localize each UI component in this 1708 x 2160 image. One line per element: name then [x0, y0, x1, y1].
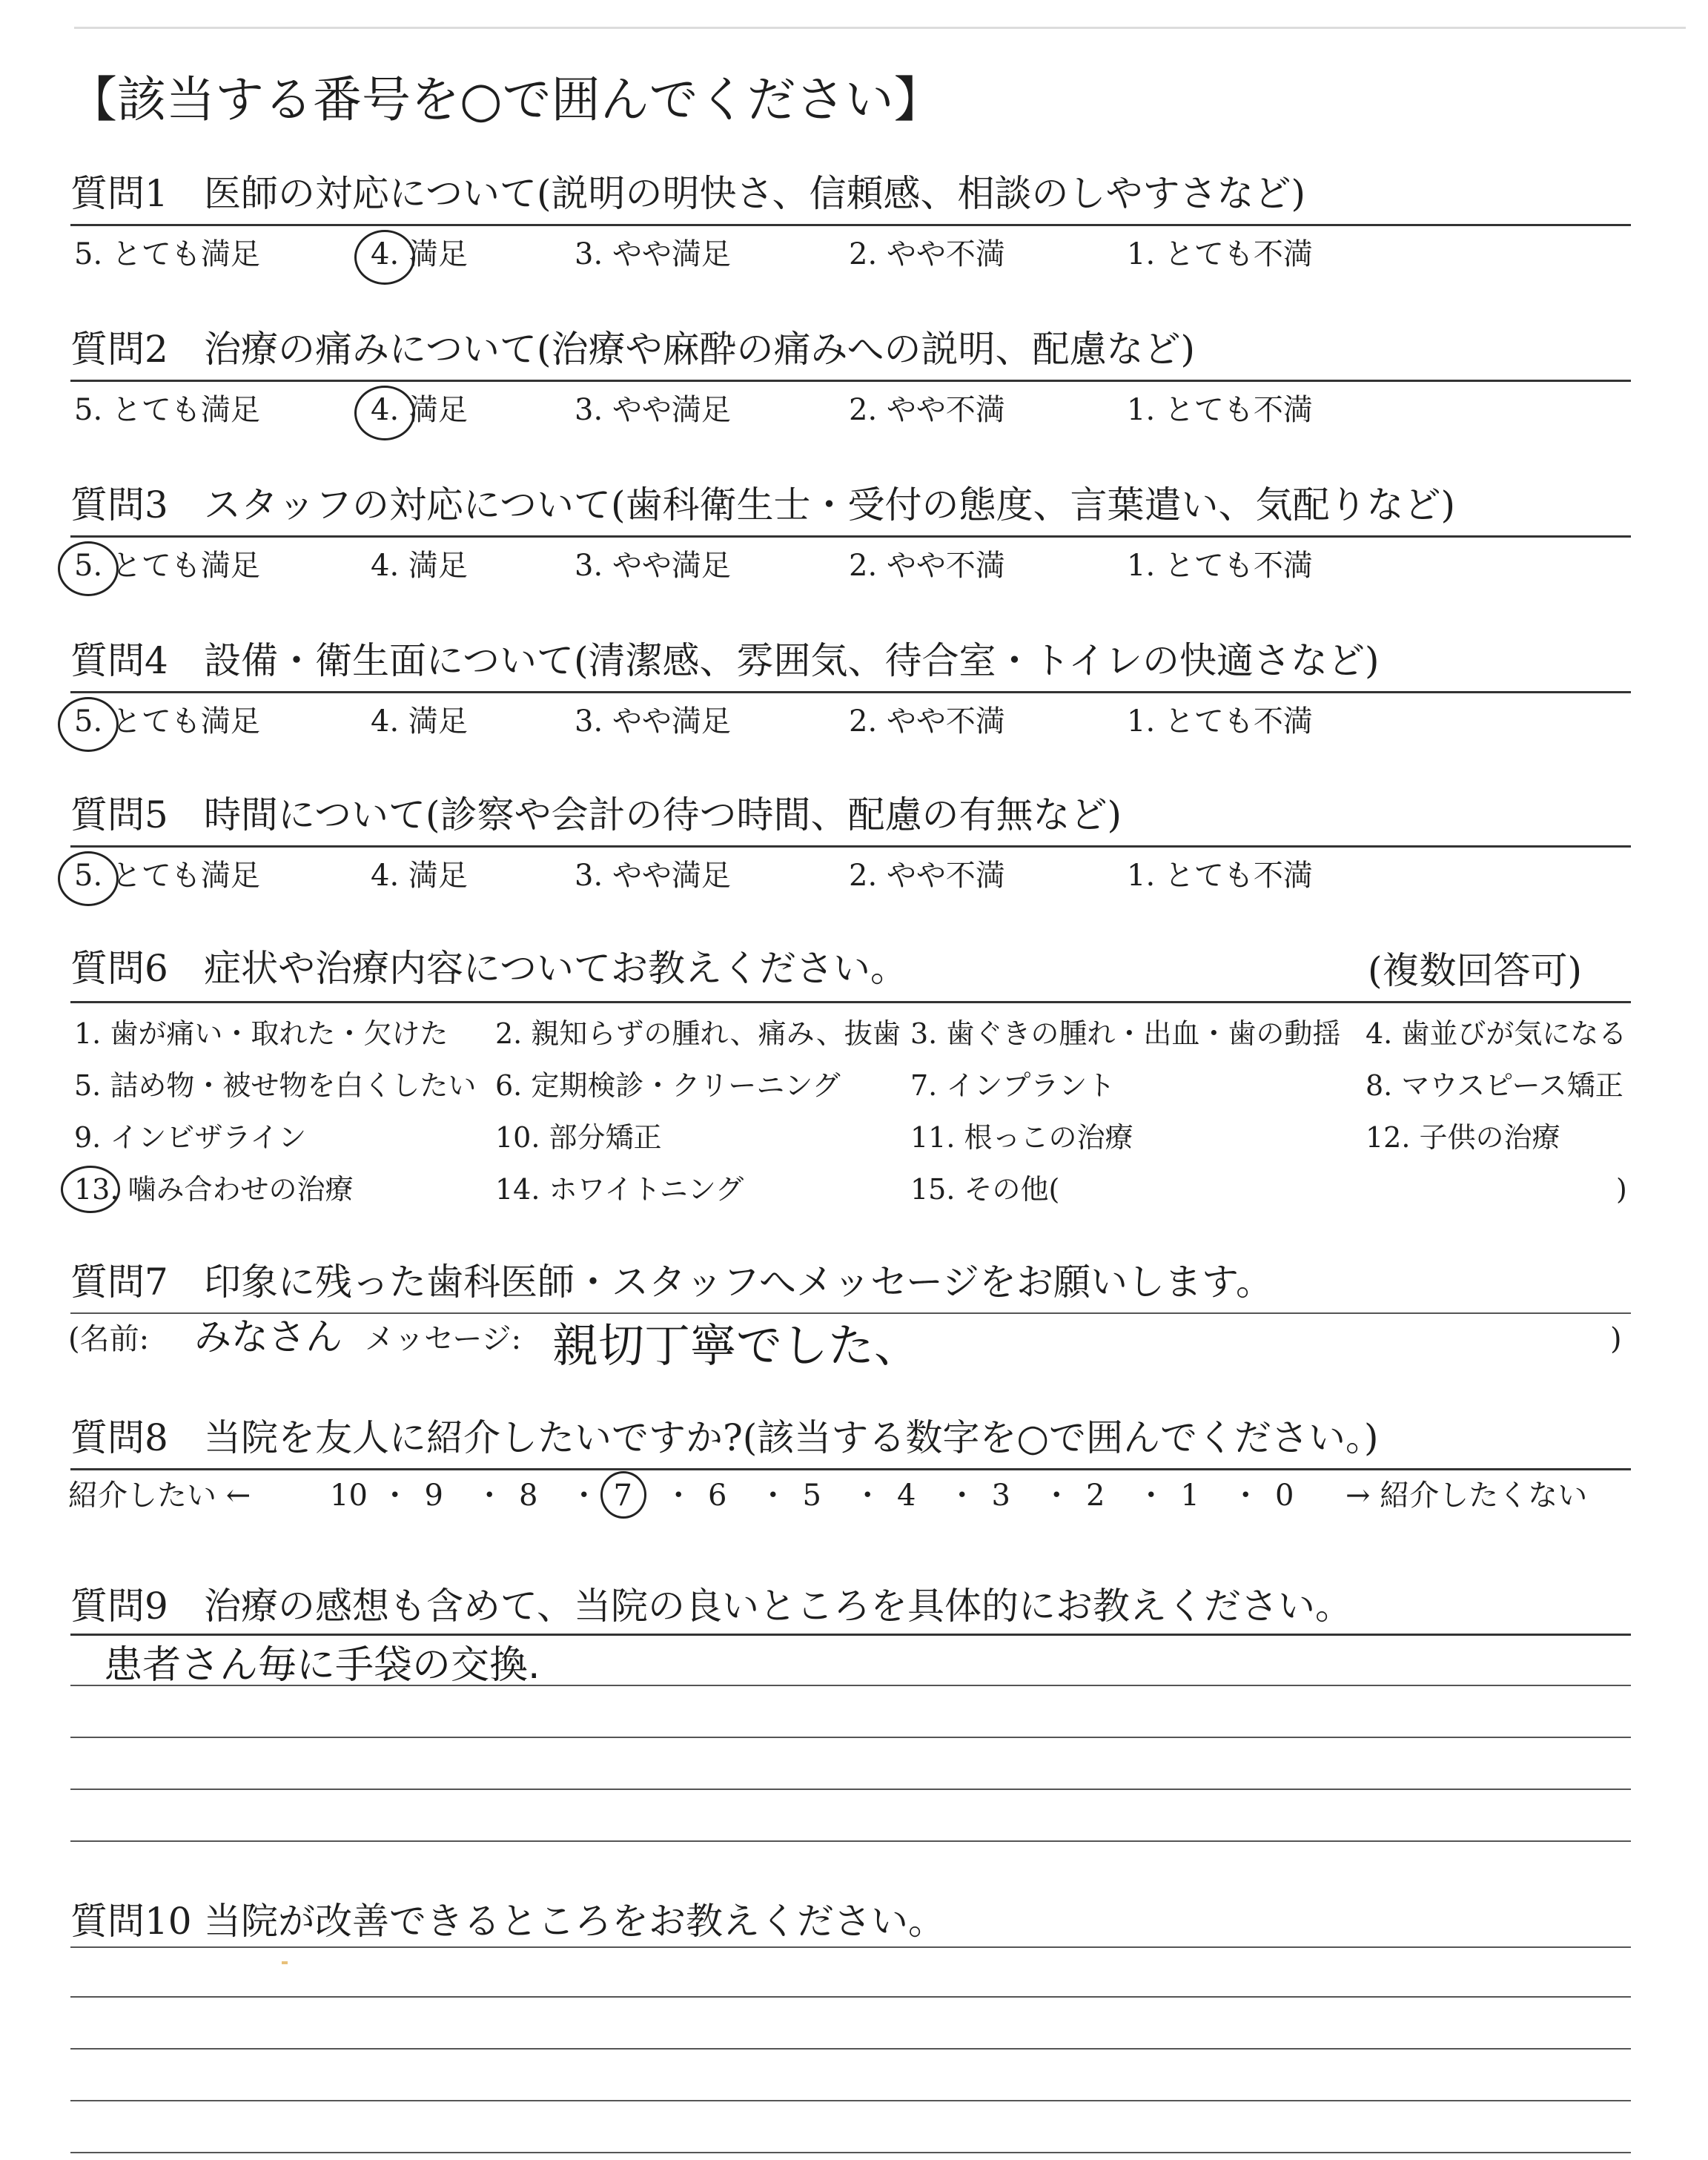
scale-value-8[interactable]: 8 — [519, 1479, 538, 1513]
rating-option-5[interactable]: 5. とても満足 — [74, 549, 260, 583]
selected-circle-mark — [61, 1166, 120, 1213]
page-title: 【該当する番号を○で囲んでください】 — [68, 71, 943, 128]
symptom-option-8[interactable]: 8. マウスピース矯正 — [1366, 1069, 1623, 1102]
question-title — [70, 171, 1306, 217]
question-text: 症状や治療内容についてお教えください。 — [204, 947, 907, 990]
selected-circle-mark — [58, 697, 119, 752]
scale-separator: ・ — [947, 1479, 977, 1513]
underline — [70, 535, 1631, 538]
rating-option-5[interactable]: 5. とても満足 — [74, 393, 260, 427]
rating-option-3[interactable]: 3. やや満足 — [575, 859, 731, 893]
rating-option-4[interactable]: 4. 満足 — [371, 859, 468, 893]
answer-line — [70, 1789, 1631, 1790]
underline — [70, 1634, 1631, 1636]
rating-option-1[interactable]: 1. とても不満 — [1127, 393, 1313, 427]
scale-value-1[interactable]: 1 — [1180, 1479, 1199, 1513]
scale-value-2[interactable]: 2 — [1086, 1479, 1105, 1513]
scale-separator: ・ — [474, 1479, 505, 1513]
multiple-answer-note: (複数回答可) — [1368, 949, 1583, 992]
scale-separator: ・ — [1136, 1479, 1166, 1513]
rating-option-3[interactable]: 3. やや満足 — [575, 549, 731, 583]
rating-option-1[interactable]: 1. とても不満 — [1127, 237, 1313, 271]
underline — [70, 845, 1631, 848]
top-border-line — [74, 27, 1686, 29]
selected-circle-mark — [58, 851, 119, 906]
selected-circle-mark — [58, 541, 119, 596]
answer-line — [70, 1946, 1631, 1948]
rating-option-2[interactable]: 2. やや不満 — [849, 237, 1005, 271]
rating-option-1[interactable]: 1. とても不満 — [1127, 859, 1313, 893]
scan-mark — [282, 1961, 288, 1964]
message-answer[interactable]: 親切丁寧でした、 — [552, 1318, 921, 1373]
question-label: 質問5 — [70, 793, 168, 836]
symptom-option-5[interactable]: 5. 詰め物・被せ物を白くしたい — [74, 1069, 477, 1102]
question-label: 質問6 — [70, 947, 168, 990]
question-label: 質問7 — [70, 1261, 168, 1304]
question-title — [70, 1415, 1379, 1461]
selected-circle-mark — [354, 230, 415, 285]
message-close-paren: ) — [1610, 1322, 1622, 1356]
rating-option-2[interactable]: 2. やや不満 — [849, 859, 1005, 893]
rating-option-1[interactable]: 1. とても不満 — [1127, 704, 1313, 739]
rating-option-2[interactable]: 2. やや不満 — [849, 704, 1005, 739]
scale-separator: ・ — [758, 1479, 788, 1513]
question-title — [70, 1898, 945, 1944]
rating-option-4[interactable]: 4. 満足 — [371, 237, 468, 271]
rating-option-4[interactable]: 4. 満足 — [371, 704, 468, 739]
answer-line — [70, 2152, 1631, 2153]
question-title — [70, 326, 1196, 372]
question-label: 質問10 — [70, 1900, 192, 1943]
question-title — [70, 945, 907, 991]
question-title — [70, 638, 1380, 684]
question-text: 時間について(診察や会計の待つ時間、配慮の有無など) — [204, 793, 1122, 836]
question-text: 設備・衛生面について(清潔感、雰囲気、待合室・トイレの快適さなど) — [204, 639, 1380, 682]
good-points-answer[interactable]: 患者さん毎に手袋の交換. — [104, 1643, 540, 1688]
underline — [70, 1001, 1631, 1003]
question-label: 質問9 — [70, 1585, 168, 1628]
rating-option-2[interactable]: 2. やや不満 — [849, 549, 1005, 583]
rating-option-2[interactable]: 2. やや不満 — [849, 393, 1005, 427]
scale-value-7[interactable]: 7 — [613, 1479, 632, 1513]
scale-separator: ・ — [853, 1479, 883, 1513]
rating-option-3[interactable]: 3. やや満足 — [575, 393, 731, 427]
question-title — [70, 1583, 1352, 1629]
symptom-option-7[interactable]: 7. インプラント — [910, 1069, 1116, 1102]
symptom-option-1[interactable]: 1. 歯が痛い・取れた・欠けた — [74, 1017, 448, 1050]
question-label: 質問8 — [70, 1416, 168, 1459]
selected-circle-mark — [354, 386, 415, 440]
answer-line — [70, 1840, 1631, 1842]
symptom-option-12[interactable]: 12. 子供の治療 — [1366, 1121, 1560, 1154]
answer-line — [70, 1737, 1631, 1738]
answer-line — [70, 1685, 1631, 1686]
symptom-option-4[interactable]: 4. 歯並びが気になる — [1366, 1017, 1627, 1050]
rating-option-4[interactable]: 4. 満足 — [371, 393, 468, 427]
question-title — [70, 1259, 1273, 1305]
rating-option-5[interactable]: 5. とても満足 — [74, 704, 260, 739]
scale-value-4[interactable]: 4 — [897, 1479, 916, 1513]
rating-option-1[interactable]: 1. とても不満 — [1127, 549, 1313, 583]
scale-separator: ・ — [663, 1479, 694, 1513]
symptom-option-6[interactable]: 6. 定期検診・クリーニング — [495, 1069, 841, 1102]
question-text: 治療の痛みについて(治療や麻酔の痛みへの説明、配慮など) — [204, 328, 1196, 371]
question-title — [70, 482, 1456, 528]
question-text: 当院を友人に紹介したいですか?(該当する数字を○で囲んでください。) — [204, 1416, 1379, 1459]
other-close-paren: ) — [1616, 1173, 1627, 1206]
symptom-option-10[interactable]: 10. 部分矯正 — [495, 1121, 662, 1154]
name-answer[interactable]: みなさん — [194, 1315, 342, 1358]
question-text: 治療の感想も含めて、当院の良いところを具体的にお教えください。 — [204, 1585, 1352, 1628]
question-title — [70, 792, 1122, 838]
symptom-option-14[interactable]: 14. ホワイトニング — [495, 1173, 744, 1206]
symptom-option-13[interactable]: 13. 噛み合わせの治療 — [74, 1173, 354, 1206]
rating-option-4[interactable]: 4. 満足 — [371, 549, 468, 583]
message-label: メッセージ: — [365, 1322, 522, 1356]
question-text: スタッフの対応について(歯科衛生士・受付の態度、言葉遣い、気配りなど) — [204, 483, 1456, 526]
name-label: (名前: — [68, 1322, 150, 1356]
question-label: 質問1 — [70, 172, 168, 215]
not-recommend-label: → 紹介したくない — [1345, 1479, 1588, 1513]
scale-separator: ・ — [569, 1479, 599, 1513]
underline — [70, 691, 1631, 693]
selected-circle-mark — [600, 1471, 646, 1519]
question-label: 質問2 — [70, 328, 168, 371]
underline — [70, 380, 1631, 382]
rating-option-5[interactable]: 5. とても満足 — [74, 237, 260, 271]
symptom-option-9[interactable]: 9. インビザライン — [74, 1121, 307, 1154]
question-text: 印象に残った歯科医師・スタッフへメッセージをお願いします。 — [204, 1261, 1273, 1304]
question-text: 医師の対応について(説明の明快さ、信頼感、相談のしやすさなど) — [204, 172, 1306, 215]
scale-value-6[interactable]: 6 — [708, 1479, 727, 1513]
scale-value-0[interactable]: 0 — [1275, 1479, 1294, 1513]
question-label: 質問3 — [70, 483, 168, 526]
symptom-option-3[interactable]: 3. 歯ぐきの腫れ・出血・歯の動揺 — [910, 1017, 1341, 1050]
symptom-option-11[interactable]: 11. 根っこの治療 — [910, 1121, 1133, 1154]
recommend-label: 紹介したい ← — [68, 1479, 251, 1513]
answer-line — [70, 1996, 1631, 1998]
rating-option-3[interactable]: 3. やや満足 — [575, 237, 731, 271]
answer-line — [70, 2100, 1631, 2101]
question-label: 質問4 — [70, 639, 168, 682]
symptom-option-15[interactable]: 15. その他( — [910, 1173, 1060, 1206]
rating-option-5[interactable]: 5. とても満足 — [74, 859, 260, 893]
scale-value-3[interactable]: 3 — [991, 1479, 1010, 1513]
underline — [70, 1468, 1631, 1470]
scale-value-5[interactable]: 5 — [802, 1479, 821, 1513]
scale-separator: ・ — [380, 1479, 410, 1513]
scale-separator: ・ — [1042, 1479, 1072, 1513]
question-text: 当院が改善できるところをお教えください。 — [204, 1900, 945, 1943]
underline — [70, 224, 1631, 226]
rating-option-3[interactable]: 3. やや満足 — [575, 704, 731, 739]
answer-line — [70, 2048, 1631, 2050]
scale-separator: ・ — [1231, 1479, 1261, 1513]
scale-value-10[interactable]: 10 — [330, 1479, 368, 1513]
symptom-option-2[interactable]: 2. 親知らずの腫れ、痛み、抜歯 — [495, 1017, 901, 1050]
scale-value-9[interactable]: 9 — [424, 1479, 443, 1513]
